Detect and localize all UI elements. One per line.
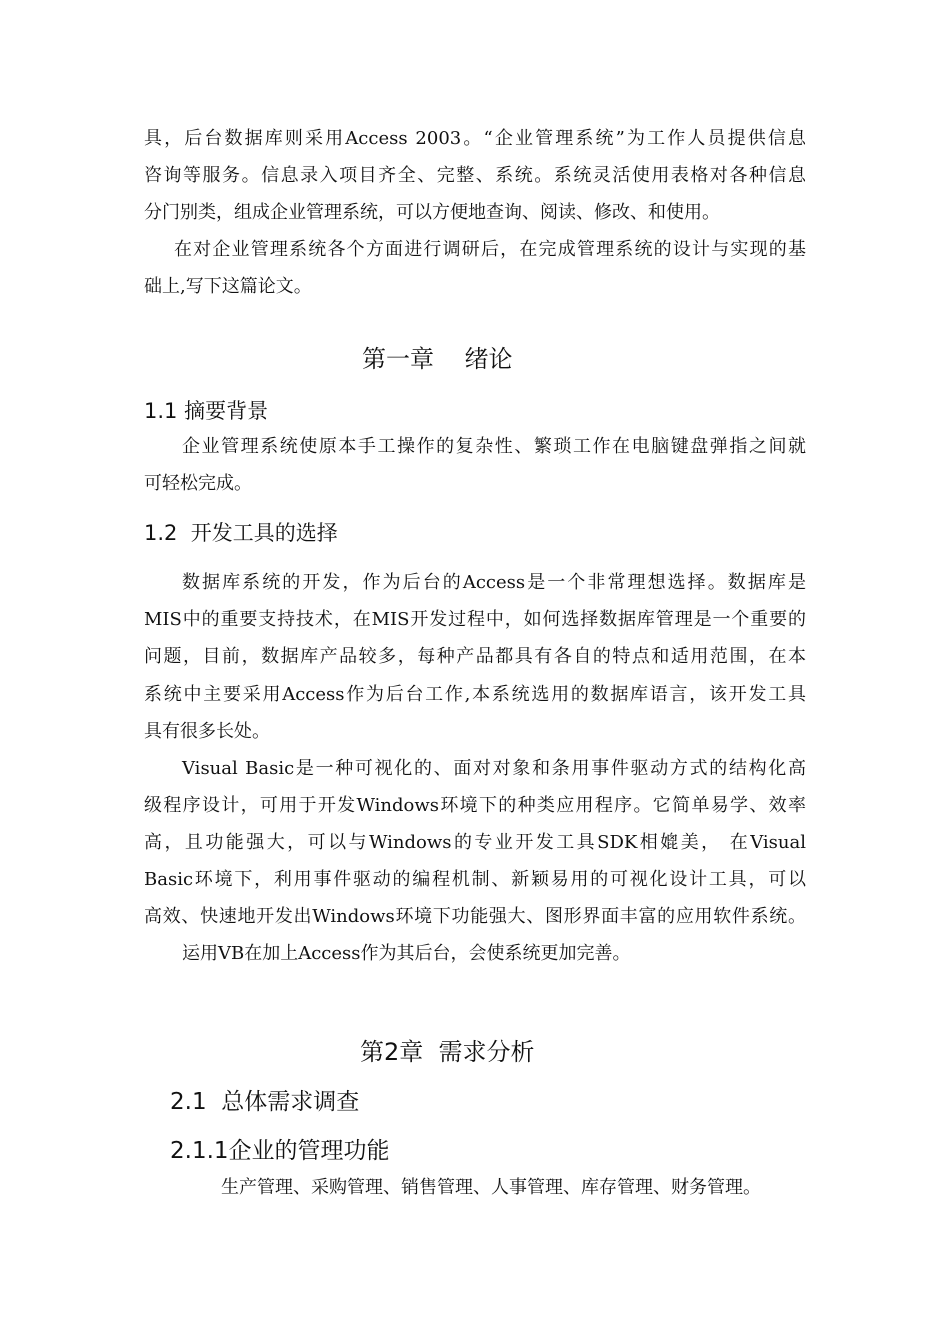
section-1-1-line-2: 可轻松完成。 bbox=[144, 473, 252, 494]
chapter-2-title: 第2章 需求分析 bbox=[360, 1038, 535, 1066]
section-1-2-p2-line-1: Visual Basic是一种可视化的、面对对象和条用事件驱动方式的结构化高 bbox=[182, 758, 806, 779]
section-1-2-p1-line-5: 具有很多长处。 bbox=[144, 721, 270, 742]
section-1-2-p1-line-4: 系统中主要采用Access作为后台工作,本系统选用的数据库语言，该开发工具 bbox=[144, 684, 806, 705]
section-1-2-p2-line-2: 级程序设计，可用于开发Windows环境下的种类应用程序。它简单易学、效率 bbox=[144, 795, 806, 816]
intro-line-2: 咨询等服务。信息录入项目齐全、完整、系统。系统灵活使用表格对各种信息 bbox=[144, 165, 806, 186]
section-1-2-p1-line-1: 数据库系统的开发，作为后台的Access是一个非常理想选择。数据库是 bbox=[182, 572, 806, 593]
section-1-2-p2-line-4: Basic环境下，利用事件驱动的编程机制、新颖易用的可视化设计工具，可以 bbox=[144, 869, 806, 890]
intro-line-3: 分门别类，组成企业管理系统，可以方便地查询、阅读、修改、和使用。 bbox=[144, 202, 720, 223]
section-1-2-p1-line-2: MIS中的重要支持技术，在MIS开发过程中，如何选择数据库管理是一个重要的 bbox=[144, 609, 806, 630]
section-1-2-p1-line-3: 问题，目前，数据库产品较多，每种产品都具有各自的特点和适用范围，在本 bbox=[144, 646, 806, 667]
intro-line-5: 础上,写下这篇论文。 bbox=[144, 276, 312, 297]
section-2-1-heading: 2.1 总体需求调查 bbox=[170, 1089, 360, 1115]
section-1-2-p3: 运用VB在加上Access作为其后台，会使系统更加完善。 bbox=[182, 943, 631, 964]
section-2-1-1-heading: 2.1.1企业的管理功能 bbox=[170, 1138, 390, 1164]
intro-line-4: 在对企业管理系统各个方面进行调研后，在完成管理系统的设计与实现的基 bbox=[174, 239, 806, 260]
section-1-2-p2-line-3: 高，且功能强大，可以与Windows的专业开发工具SDK相媲美， 在Visual bbox=[144, 832, 806, 853]
chapter-1-title: 第一章 绪论 bbox=[362, 345, 513, 373]
section-2-1-1-line-1: 生产管理、采购管理、销售管理、人事管理、库存管理、财务管理。 bbox=[221, 1177, 761, 1198]
section-1-2-heading: 1.2 开发工具的选择 bbox=[144, 521, 338, 545]
intro-line-1: 具，后台数据库则采用Access 2003。“企业管理系统”为工作人员提供信息 bbox=[144, 128, 806, 149]
section-1-1-line-1: 企业管理系统使原本手工操作的复杂性、繁琐工作在电脑键盘弹指之间就 bbox=[182, 436, 806, 457]
section-1-2-p2-line-5: 高效、快速地开发出Windows环境下功能强大、图形界面丰富的应用软件系统。 bbox=[144, 906, 806, 927]
section-1-1-heading: 1.1 摘要背景 bbox=[144, 399, 269, 423]
